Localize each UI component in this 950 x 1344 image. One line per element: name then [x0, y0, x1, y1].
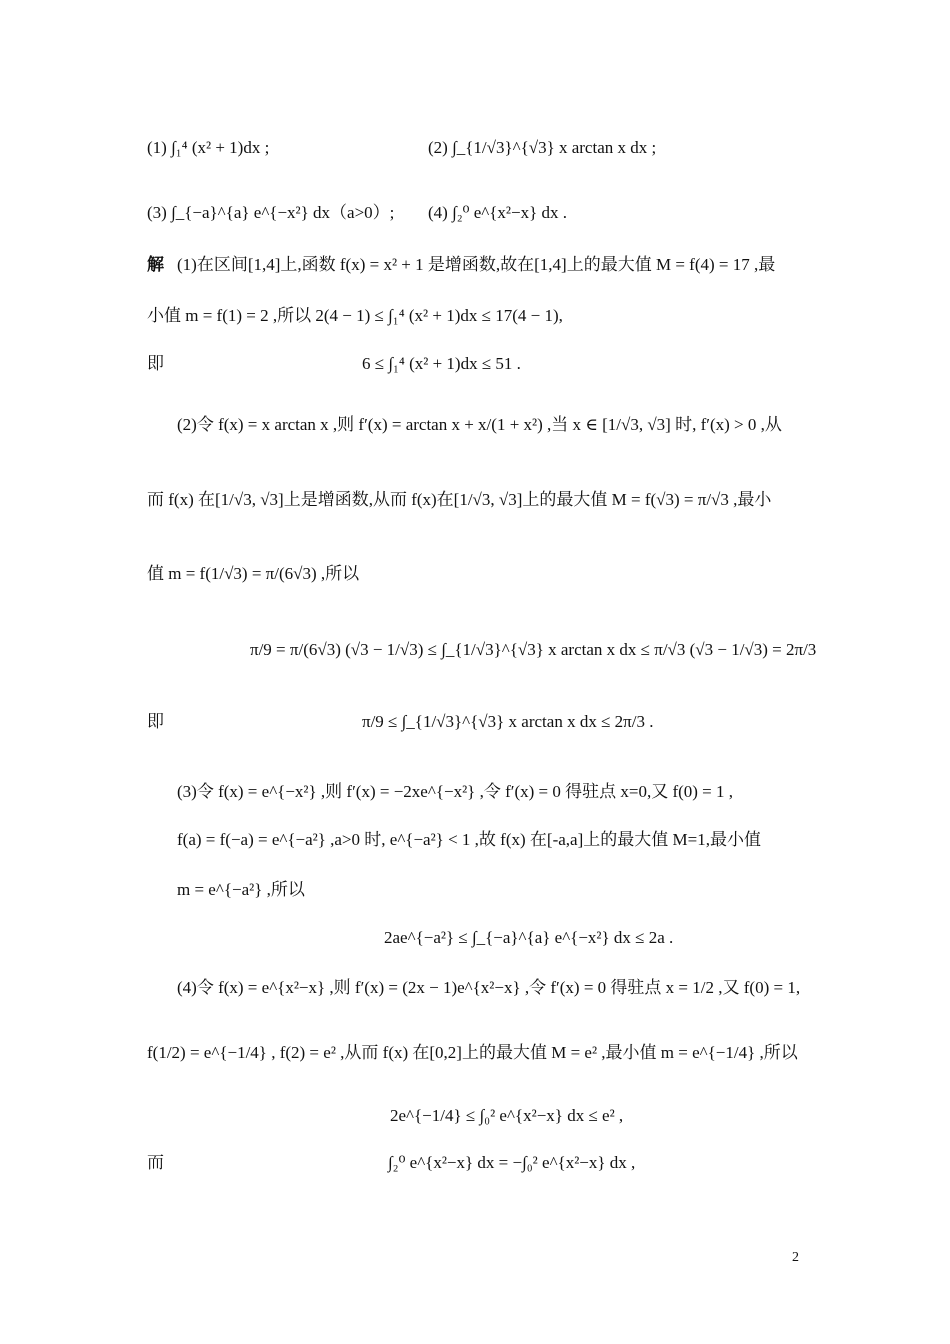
problem-3: (3) ∫_{−a}^{a} e^{−x²} dx（a>0）;: [147, 203, 395, 222]
solution-1-line-2: 小值 m = f(1) = 2 ,所以 2(4 − 1) ≤ ∫₁⁴ (x² + 1)dx ≤ 17(4 − 1),: [147, 306, 563, 325]
page-number: 2: [792, 1250, 799, 1265]
problem-4: (4) ∫₂⁰ e^{x²−x} dx .: [428, 203, 567, 222]
solution-2-inequality: π/9 = π/(6√3) (√3 − 1/√3) ≤ ∫_{1/√3}^{√3} x arctan x dx ≤ π/√3 (√3 − 1/√3) = 2π/3: [250, 640, 817, 659]
solution-1-result: 6 ≤ ∫₁⁴ (x² + 1)dx ≤ 51 .: [362, 354, 521, 373]
solution-4-er: 而: [147, 1153, 164, 1172]
solution-4-final: ∫₂⁰ e^{x²−x} dx = −∫₀² e^{x²−x} dx ,: [388, 1153, 636, 1172]
solution-1-ji: 即: [147, 354, 164, 373]
solution-4-result: 2e^{−1/4} ≤ ∫₀² e^{x²−x} dx ≤ e² ,: [390, 1106, 624, 1125]
solution-label: 解: [147, 255, 164, 274]
problem-1: (1) ∫₁⁴ (x² + 1)dx ;: [147, 138, 270, 157]
problem-2: (2) ∫_{1/√3}^{√3} x arctan x dx ;: [428, 138, 657, 157]
solution-2-line-1: (2)令 f(x) = x arctan x ,则 f′(x) = arctan x + x/(1 + x²) ,当 x ∈ [1/√3, √3] 时, f′(x) > 0 ,从: [177, 415, 782, 434]
solution-4-line-2: f(1/2) = e^{−1/4} , f(2) = e² ,从而 f(x) 在[0,2]上的最大值 M = e² ,最小值 m = e^{−1/4} ,所以: [147, 1043, 798, 1062]
solution-2-line-2: 而 f(x) 在[1/√3, √3]上是增函数,从而 f(x)在[1/√3, √3]上的最大值 M = f(√3) = π/√3 ,最小: [147, 490, 772, 509]
solution-2-result: π/9 ≤ ∫_{1/√3}^{√3} x arctan x dx ≤ 2π/3 .: [362, 712, 654, 731]
solution-3-line-2: f(a) = f(−a) = e^{−a²} ,a>0 时, e^{−a²} < 1 ,故 f(x) 在[-a,a]上的最大值 M=1,最小值: [177, 830, 761, 849]
solution-4-line-1: (4)令 f(x) = e^{x²−x} ,则 f′(x) = (2x − 1)e^{x²−x} ,令 f′(x) = 0 得驻点 x = 1/2 ,又 f(0) = 1,: [177, 978, 801, 997]
solution-1-line-1: (1)在区间[1,4]上,函数 f(x) = x² + 1 是增函数,故在[1,4]上的最大值 M = f(4) = 17 ,最: [177, 255, 776, 274]
solution-3-line-1: (3)令 f(x) = e^{−x²} ,则 f′(x) = −2xe^{−x²} ,令 f′(x) = 0 得驻点 x=0,又 f(0) = 1 ,: [177, 782, 734, 801]
solution-3-result: 2ae^{−a²} ≤ ∫_{−a}^{a} e^{−x²} dx ≤ 2a .: [384, 928, 674, 947]
solution-2-ji: 即: [147, 712, 164, 731]
solution-2-line-3: 值 m = f(1/√3) = π/(6√3) ,所以: [147, 564, 360, 583]
solution-3-line-3: m = e^{−a²} ,所以: [177, 880, 305, 899]
